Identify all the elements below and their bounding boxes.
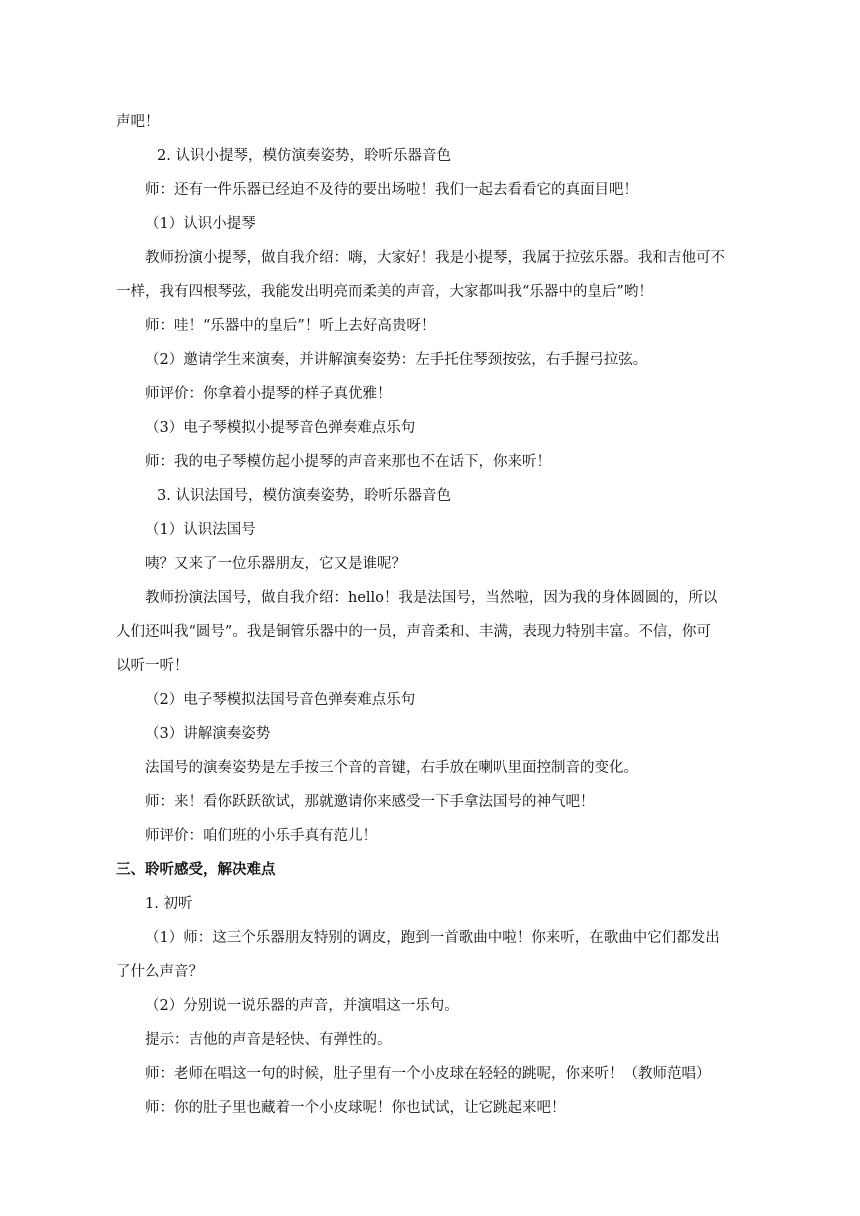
text-line: 教师扮演小提琴，做自我介绍：嗨，大家好！我是小提琴，我属于拉弦乐器。我和吉他可不 — [145, 250, 725, 266]
text-line: 一样，我有四根琴弦，我能发出明亮而柔美的声音，大家都叫我“乐器中的皇后”哟！ — [116, 284, 653, 300]
text-line: 师评价：咱们班的小乐手真有范儿！ — [145, 828, 377, 844]
text-line: 师：老师在唱这一句的时候，肚子里有一个小皮球在轻轻的跳呢，你来听！（教师范唱） — [145, 1066, 711, 1082]
text-line: 提示：吉他的声音是轻快、有弹性的。 — [145, 1032, 392, 1048]
text-line: 师评价：你拿着小提琴的样子真优雅！ — [145, 386, 392, 402]
text-line: 了什么声音？ — [116, 964, 203, 980]
section-heading: 三、聆听感受，解决难点 — [116, 861, 276, 878]
text-line: （2）分别说一说乐器的声音，并演唱这一乐句。 — [145, 998, 459, 1014]
text-line: 咦？又来了一位乐器朋友，它又是谁呢？ — [145, 556, 406, 572]
text-line: 师：你的肚子里也藏着一个小皮球呢！你也试试，让它跳起来吧！ — [145, 1100, 566, 1116]
text-line: （1）认识小提琴 — [145, 216, 256, 232]
text-line: （2）电子琴模拟法国号音色弹奏难点乐句 — [145, 692, 416, 708]
section-item-2: 2. 认识小提琴，模仿演奏姿势，聆听乐器音色 — [157, 148, 451, 164]
text-line: 教师扮演法国号，做自我介绍：hello！我是法国号，当然啦，因为我的身体圆圆的，所以 — [145, 590, 718, 606]
text-line: 法国号的演奏姿势是左手按三个音的音键，右手放在喇叭里面控制音的变化。 — [145, 760, 638, 776]
text-line: （3）讲解演奏姿势 — [145, 726, 271, 742]
text-line: （1）认识法国号 — [145, 522, 256, 538]
text-line: （2）邀请学生来演奏，并讲解演奏姿势：左手托住琴颈按弦，右手握弓拉弦。 — [145, 352, 648, 368]
text-line: 师：来！看你跃跃欲试，那就邀请你来感受一下手拿法国号的神气吧！ — [145, 794, 595, 810]
text-line: （1）师：这三个乐器朋友特别的调皮，跑到一首歌曲中啦！你来听，在歌曲中它们都发出 — [145, 930, 720, 946]
text-line: 声吧！ — [116, 114, 160, 130]
section-item-3: 3. 认识法国号，模仿演奏姿势，聆听乐器音色 — [157, 488, 451, 504]
subsection-heading: 1. 初听 — [145, 896, 193, 912]
text-line: 师：还有一件乐器已经迫不及待的要出场啦！我们一起去看看它的真面目吧！ — [145, 182, 638, 198]
text-line: 师：哇！“乐器中的皇后”！听上去好高贵呀！ — [145, 318, 436, 334]
text-line: 师：我的电子琴模仿起小提琴的声音来那也不在话下，你来听！ — [145, 454, 551, 470]
text-line: 人们还叫我“圆号”。我是铜管乐器中的一员，声音柔和、丰满，表现力特别丰富。不信，你可 — [116, 624, 711, 640]
text-line: （3）电子琴模拟小提琴音色弹奏难点乐句 — [145, 420, 416, 436]
text-line: 以听一听！ — [116, 658, 189, 674]
